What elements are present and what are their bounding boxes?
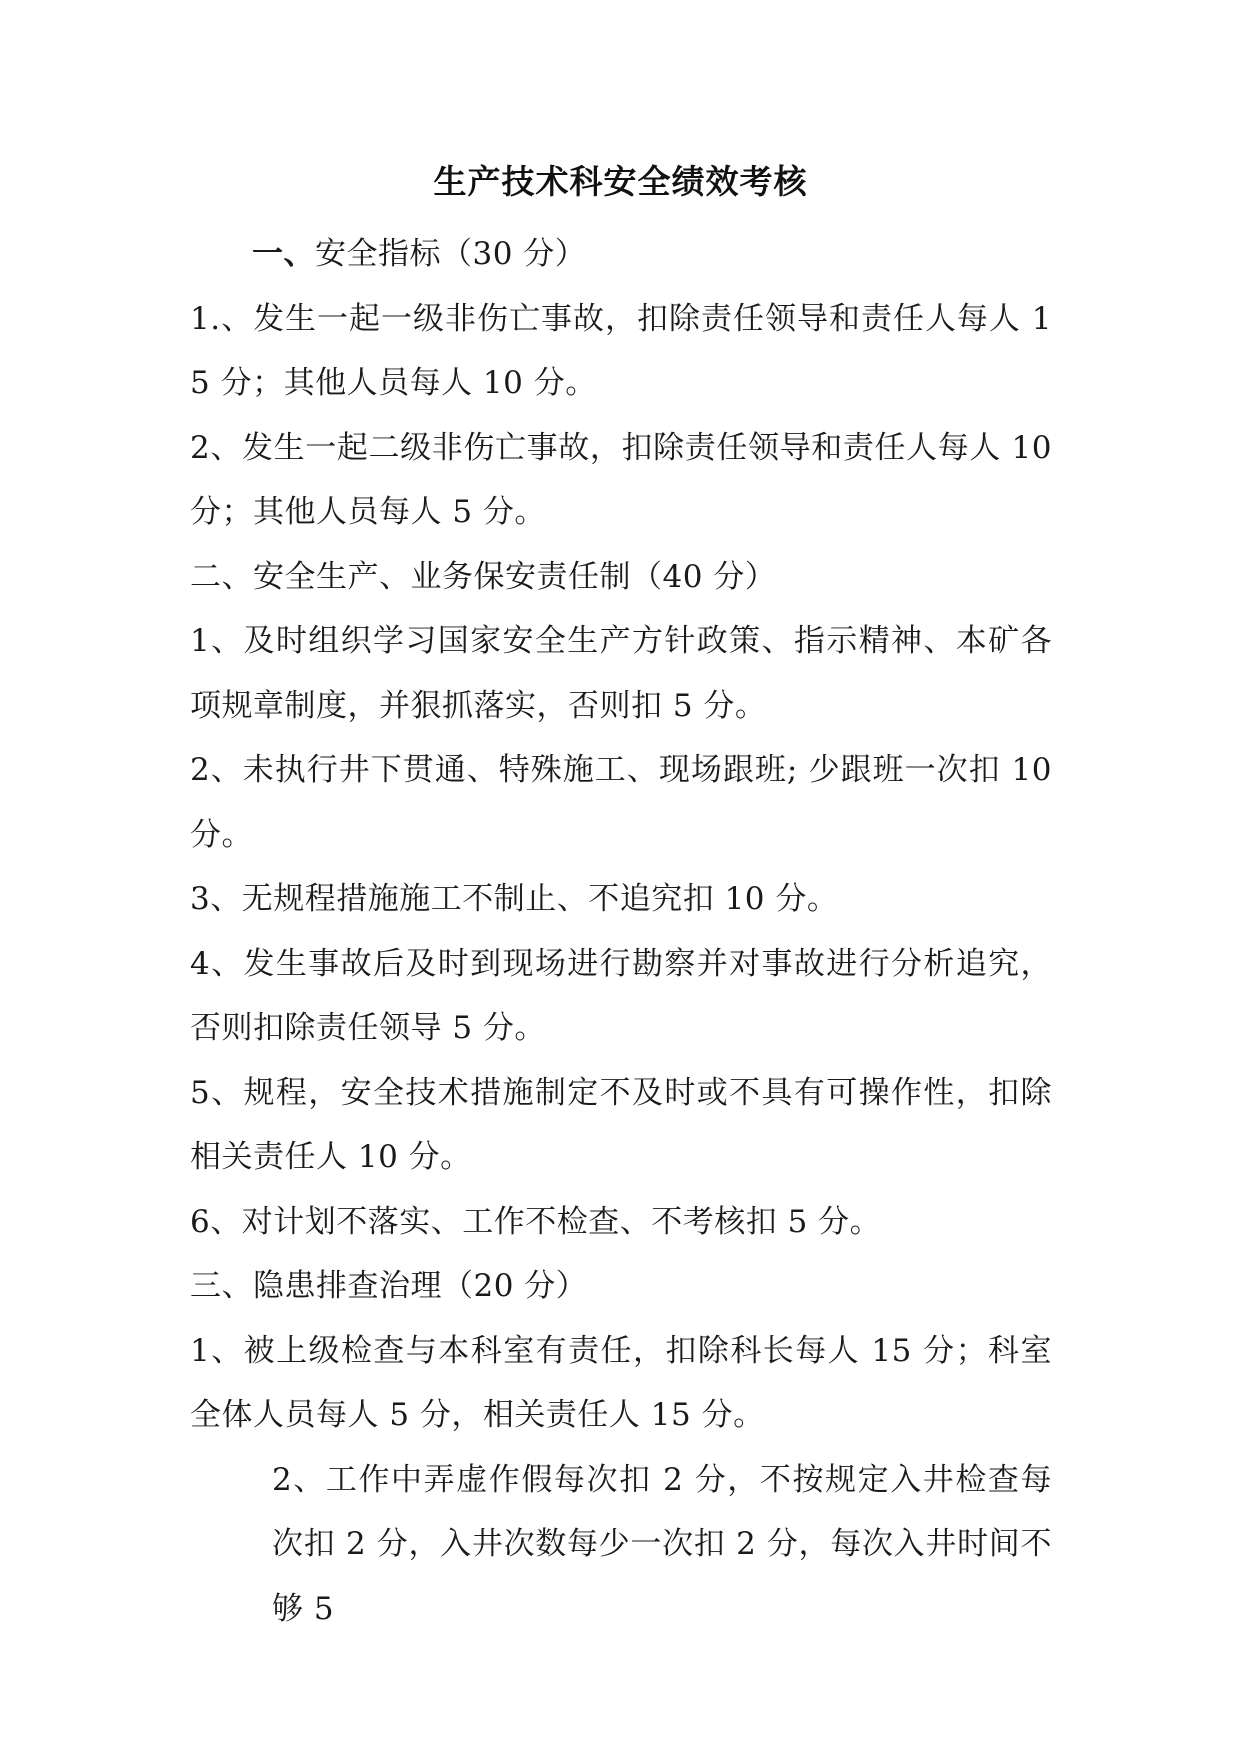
section-number: 一、: [252, 236, 315, 272]
paragraph: 2、工作中弄虚作假每次扣 2 分，不按规定入井检查每次扣 2 分，入井次数每少一次扣 2 分，每次入井时间不够 5: [272, 1461, 1052, 1627]
paragraph: 3、无规程措施施工不制止、不追究扣 10 分。: [190, 881, 839, 917]
paragraph: 2、未执行井下贯通、特殊施工、现场跟班; 少跟班一次扣 10 分。: [190, 752, 1052, 853]
paragraph: 5、规程，安全技术措施制定不及时或不具有可操作性，扣除相关责任人 10 分。: [190, 1074, 1052, 1175]
section-heading-2: 二、安全生产、业务保安责任制（40 分）: [190, 558, 777, 595]
paragraph: 1、被上级检查与本科室有责任，扣除科长每人 15 分；科室全体人员每人 5 分，相关责任人 15 分。: [190, 1332, 1052, 1433]
document-title: 生产技术科安全绩效考核: [433, 162, 808, 201]
paragraph: 4、发生事故后及时到现场进行勘察并对事故进行分析追究，否则扣除责任领导 5 分。: [190, 945, 1052, 1046]
paragraph: 1.、发生一起一级非伤亡事故，扣除责任领导和责任人每人 15 分；其他人员每人 10 分。: [190, 300, 1052, 401]
section-heading-text: 安全指标（30 分）: [315, 236, 587, 272]
paragraph: 6、对计划不落实、工作不检查、不考核扣 5 分。: [190, 1203, 882, 1240]
section-heading-1: [190, 222, 1052, 287]
document-body: [190, 222, 1052, 1641]
paragraph: 2、发生一起二级非伤亡事故，扣除责任领导和责任人每人 10 分；其他人员每人 5 分。: [190, 429, 1052, 530]
section-heading-3: 三、隐患排查治理（20 分）: [190, 1268, 588, 1304]
paragraph: 1、及时组织学习国家安全生产方针政策、指示精神、本矿各项规章制度，并狠抓落实，否则扣 5 分。: [190, 623, 1052, 724]
